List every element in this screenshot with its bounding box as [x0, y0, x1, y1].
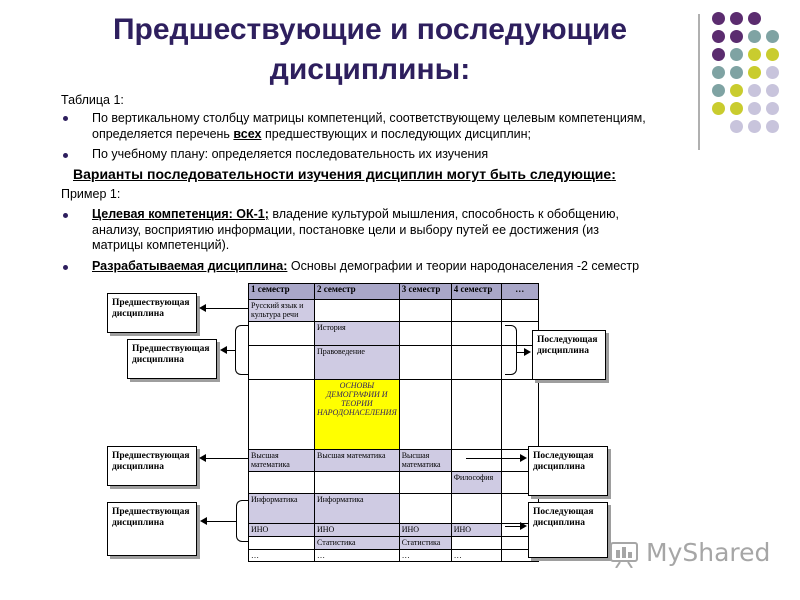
- table-row: [249, 524, 539, 537]
- matrix-header-row: [249, 284, 539, 300]
- cell-math-2: Высшая математика: [315, 450, 400, 472]
- bullet-dot: [63, 213, 68, 218]
- preceding-discipline-box-3: Предшествующая дисциплина: [107, 446, 197, 486]
- cell-statistics-2: Статистика: [399, 537, 451, 550]
- table-row: [249, 537, 539, 550]
- header-more: …: [501, 284, 538, 300]
- target-competence-line-3: матрицы компетенций).: [92, 238, 230, 252]
- target-competence-line-1: Целевая компетенция: ОК-1; владение культурой мышления, способность к обобщению,: [92, 207, 620, 221]
- example-label: Пример 1:: [61, 187, 121, 201]
- cell-math-3: Высшая математика: [399, 450, 451, 472]
- bullet-2: По учебному плану: определяется последовательность их изучения: [92, 147, 489, 161]
- watermark-text: MyShared: [646, 538, 771, 567]
- target-competence-line-2: анализу, восприятию информации, постановке цели и выбору путей ее достижения (из: [92, 223, 600, 237]
- cell-russian: Русский язык и культура речи: [249, 300, 315, 322]
- cell-ino-2: ИНО: [315, 524, 400, 537]
- preceding-discipline-box-2: Предшествующая дисциплина: [127, 339, 217, 379]
- bullet-1-line-2: определяется перечень всех предшествующих и последующих дисциплин;: [92, 127, 531, 141]
- table-row: [249, 472, 539, 494]
- cell-informatics-2: Информатика: [315, 494, 400, 524]
- table-row: [249, 322, 539, 346]
- cell-math-1: Высшая математика: [249, 450, 315, 472]
- bullet-1-line-1: По вертикальному столбцу матрицы компетенций, соответствующему целевым компетенциям,: [92, 111, 646, 125]
- cell-law: Правоведение: [315, 346, 400, 380]
- myshared-logo-icon: [610, 540, 640, 568]
- target-competence-label: Целевая компетенция: ОК-1;: [92, 207, 269, 221]
- emphasis-all: всех: [233, 127, 262, 141]
- cell-ino-4: ИНО: [451, 524, 501, 537]
- header-semester-4: 4 семестр: [451, 284, 501, 300]
- variants-heading: Варианты последовательности изучения дисциплин могут быть следующие:: [73, 166, 616, 182]
- table-row: [249, 450, 539, 472]
- following-discipline-box-1: Последующая дисциплина: [532, 330, 606, 380]
- discipline-matrix: [248, 283, 539, 562]
- header-semester-3: 3 семестр: [399, 284, 451, 300]
- title-line-2: дисциплины:: [269, 53, 471, 86]
- cell-history: История: [315, 322, 400, 346]
- bullet-dot: [63, 265, 68, 270]
- bullet-dot: [63, 153, 68, 158]
- developed-discipline-label: Разрабатываемая дисциплина:: [92, 259, 288, 273]
- cell-ino-1: ИНО: [249, 524, 315, 537]
- preceding-discipline-box-4: Предшествующая дисциплина: [107, 502, 197, 556]
- following-discipline-box-3: Последующая дисциплина: [528, 502, 608, 558]
- header-semester-2: 2 семестр: [315, 284, 400, 300]
- cell-statistics-1: Статистика: [315, 537, 400, 550]
- bullet-dot: [63, 116, 68, 121]
- title-line-1: Предшествующие и последующие: [112, 13, 628, 46]
- table-label: Таблица 1:: [61, 93, 124, 107]
- cell-target-discipline: ОСНОВЫ ДЕМОГРАФИИ И ТЕОРИИ НАРОДОНАСЕЛЕНИЯ: [315, 380, 400, 450]
- cell-ino-3: ИНО: [399, 524, 451, 537]
- cell-informatics-1: Информатика: [249, 494, 315, 524]
- table-row: [249, 380, 539, 450]
- divider-line: [698, 14, 700, 150]
- table-row: [249, 300, 539, 322]
- cell-philosophy: Философия: [451, 472, 501, 494]
- slide-title: [60, 10, 680, 90]
- preceding-discipline-box-1: Предшествующая дисциплина: [107, 293, 197, 333]
- table-row: … … … …: [249, 550, 539, 562]
- table-row: [249, 346, 539, 380]
- table-row: [249, 494, 539, 524]
- following-discipline-box-2: Последующая дисциплина: [528, 446, 608, 496]
- header-semester-1: 1 семестр: [249, 284, 315, 300]
- developed-discipline: Разрабатываемая дисциплина: Основы демографии и теории народонаселения -2 семестр: [92, 259, 640, 273]
